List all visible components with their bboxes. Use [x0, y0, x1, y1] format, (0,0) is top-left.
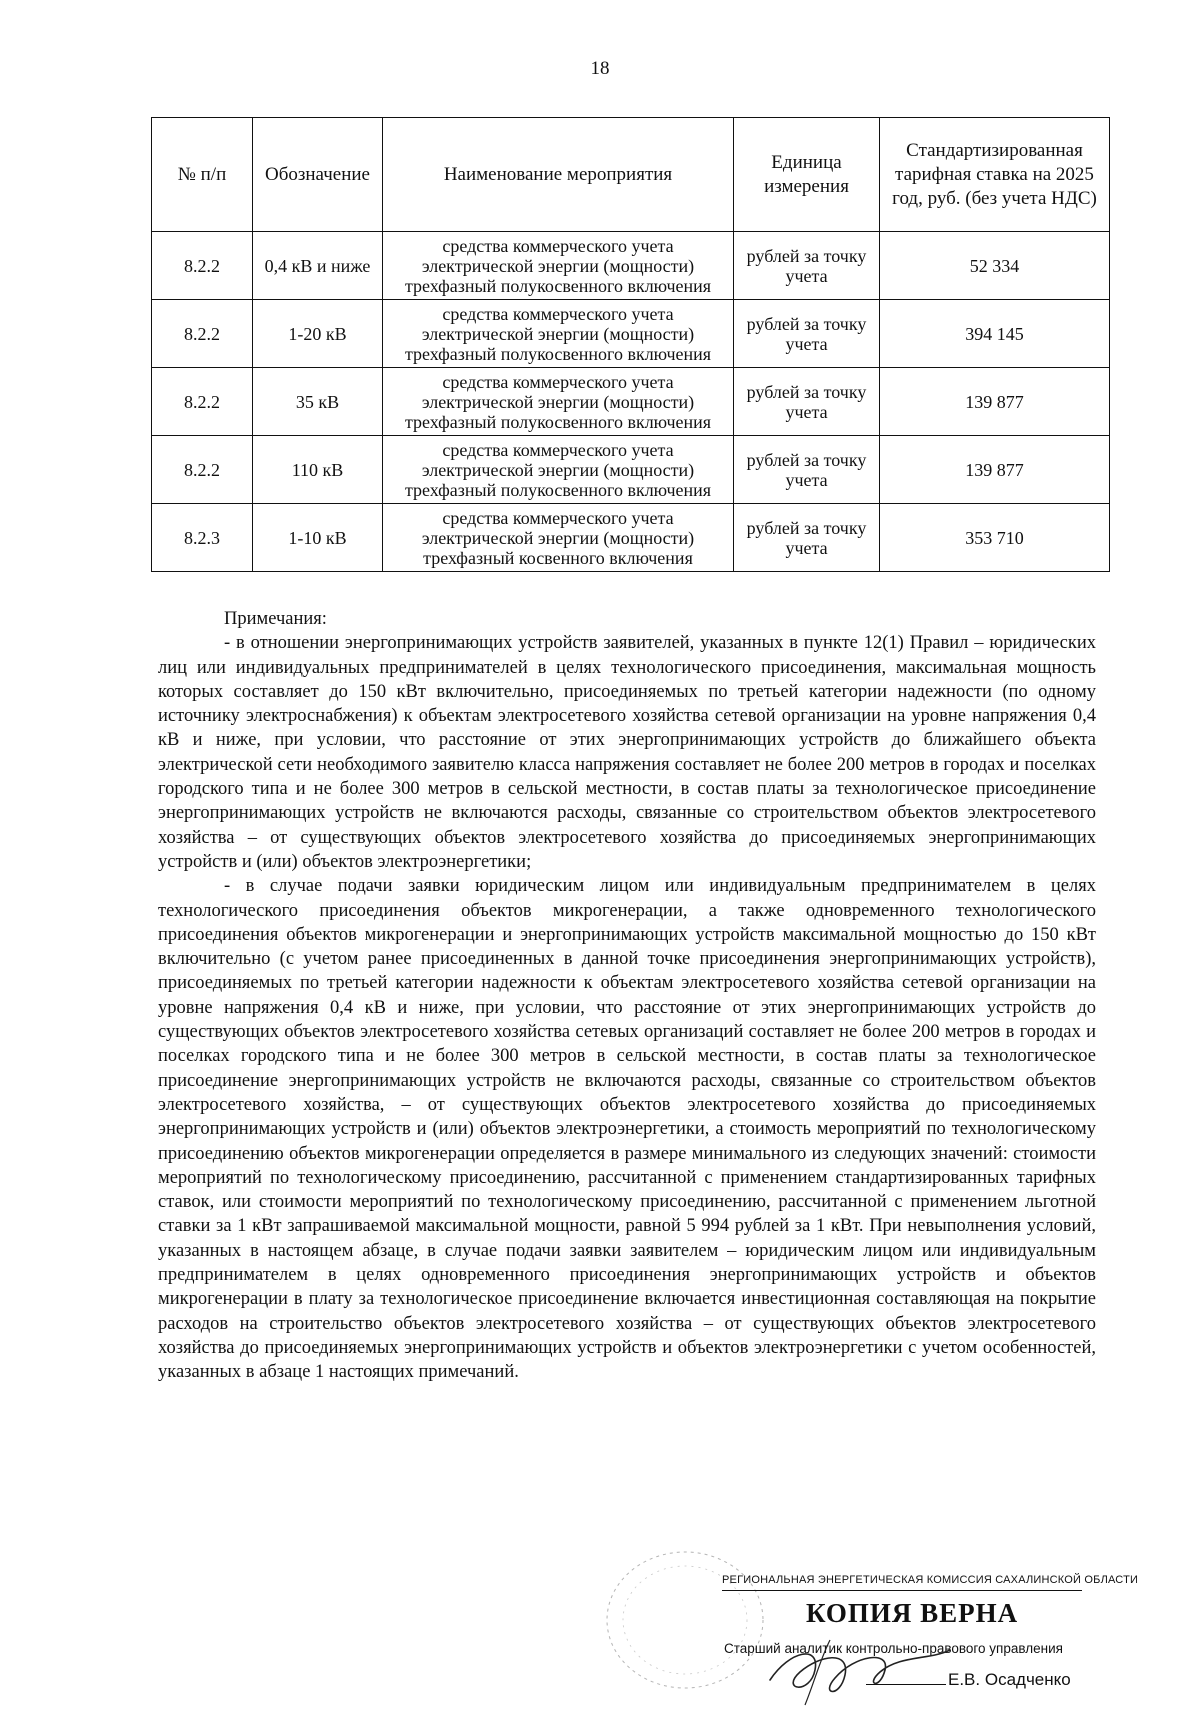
- notes-section: [158, 607, 1096, 1385]
- handwritten-signature-icon: [760, 1610, 960, 1710]
- cell-rate: 353 710: [880, 504, 1110, 572]
- cell-designation: 110 кВ: [253, 436, 383, 504]
- notes-heading: Примечания:: [224, 609, 327, 629]
- stamp-signer-name: Е.В. Осадченко: [948, 1670, 1071, 1689]
- stamp-copy-verified: КОПИЯ ВЕРНА: [806, 1598, 1019, 1628]
- stamp-organization: РЕГИОНАЛЬНАЯ ЭНЕРГЕТИЧЕСКАЯ КОМИССИЯ САХАЛИНСКОЙ ОБЛАСТИ: [722, 1574, 1139, 1586]
- cell-rate: 394 145: [880, 300, 1110, 368]
- cell-rate: 52 334: [880, 232, 1110, 300]
- cell-name: средства коммерческого учета электрической энергии (мощности) трехфазный косвенного включения: [383, 504, 734, 572]
- cell-num: 8.2.3: [152, 504, 253, 572]
- header-unit: Единица измерения: [734, 118, 880, 232]
- tariff-table: [151, 117, 1110, 572]
- cell-unit: рублей за точку учета: [734, 436, 880, 504]
- cell-designation: 0,4 кВ и ниже: [253, 232, 383, 300]
- cell-unit: рублей за точку учета: [734, 232, 880, 300]
- cell-designation: 1-20 кВ: [253, 300, 383, 368]
- cell-unit: рублей за точку учета: [734, 368, 880, 436]
- table-header-row: [152, 118, 1110, 232]
- cell-num: 8.2.2: [152, 232, 253, 300]
- table-row: [152, 368, 1110, 436]
- header-name: Наименование мероприятия: [383, 118, 734, 232]
- cell-rate: 139 877: [880, 368, 1110, 436]
- cell-designation: 1-10 кВ: [253, 504, 383, 572]
- cell-unit: рублей за точку учета: [734, 300, 880, 368]
- cell-num: 8.2.2: [152, 300, 253, 368]
- notes-paragraph: - в случае подачи заявки юридическим лицом или индивидуальным предпринимателем в целях технологического присоединения объектов микрогенерации, а также одновременного технологического присоединения объектов микрогенерации и энергопринимающих устройств максимальной мощностью до 150 кВт включительно (с учетом ранее присоединенных в данной точке присоединения энергопринимающих устройств), присоединяемых по третьей категории надежности к объектам электросетевого хозяйства сетевой организации на уровне напряжения 0,4 кВ и ниже, при условии, что расстояние от этих энергопринимающих устройств до существующих объектов электросетевого хозяйства сетевых организаций составляет не более 200 метров в городах и поселках городского типа и не более 300 метров в сельской местности, в состав платы за технологическое присоединение энергопринимающих устройств не включаются расходы, связанные со строительством объектов электросетевого хозяйства, – от существующих объектов электросетевого хозяйства до присоединяемых энергопринимающих устройств и (или) объектов электроэнергетики, а стоимость мероприятий по технологическому присоединению объектов микрогенерации определяется в размере минимального из следующих значений: стоимости мероприятий по технологическому присоединению, рассчитанной с применением стандартизированных тарифных ставок, или стоимости мероприятий по технологическому присоединению, рассчитанной с применением льготной ставки за 1 кВт запрашиваемой максимальной мощности, равной 5 994 рублей за 1 кВт. При невыполнения условий, указанных в настоящем абзаце, в случае подачи заявки заявителем – юридическим лицом или индивидуальным предпринимателем в целях одновременного присоединения энергопринимающих устройств и объектов микрогенерации в плату за технологическое присоединение включается инвестиционная составляющая на покрытие расходов на строительство объектов электросетевого хозяйства – от существующих объектов электросетевого хозяйства до присоединяемых энергопринимающих устройств и объектов электроэнергетики с учетом особенностей, указанных в абзаце 1 настоящих примечаний.: [158, 876, 1096, 1383]
- cell-designation: 35 кВ: [253, 368, 383, 436]
- page-number: 18: [590, 58, 610, 79]
- header-designation: Обозначение: [253, 118, 383, 232]
- header-num: № п/п: [152, 118, 253, 232]
- cell-unit: рублей за точку учета: [734, 504, 880, 572]
- stamp-position: Старший аналитик контрольно-правового управления: [724, 1641, 1063, 1656]
- header-rate: Стандартизированная тарифная ставка на 2025 год, руб. (без учета НДС): [880, 118, 1110, 232]
- stamp-divider: [722, 1590, 1082, 1591]
- cell-num: 8.2.2: [152, 368, 253, 436]
- table-row: [152, 436, 1110, 504]
- cell-name: средства коммерческого учета электрической энергии (мощности) трехфазный полукосвенного включения: [383, 300, 734, 368]
- cell-num: 8.2.2: [152, 436, 253, 504]
- cell-name: средства коммерческого учета электрической энергии (мощности) трехфазный полукосвенного включения: [383, 368, 734, 436]
- cell-rate: 139 877: [880, 436, 1110, 504]
- table-row: [152, 232, 1110, 300]
- cell-name: средства коммерческого учета электрической энергии (мощности) трехфазный полукосвенного включения: [383, 436, 734, 504]
- cell-name: средства коммерческого учета электрической энергии (мощности) трехфазный полукосвенного включения: [383, 232, 734, 300]
- table-row: [152, 300, 1110, 368]
- notes-paragraph: - в отношении энергопринимающих устройств заявителей, указанных в пункте 12(1) Правил – юридических лиц или индивидуальных предпринимателей в целях технологического присоединения, максимальная мощность которых составляет до 150 кВт включительно, присоединяемых по третьей категории надежности (по одному источнику электроснабжения) к объектам электросетевого хозяйства сетевой организации на уровне напряжения 0,4 кВ и ниже, при условии, что расстояние от этих энергопринимающих устройств до ближайшего объекта электрической сети необходимого заявителю класса напряжения составляет не более 200 метров в городах и поселках городского типа и не более 300 метров в сельской местности, в состав платы за технологическое присоединение энергопринимающих устройств не включаются расходы, связанные со строительством объектов электросетевого хозяйства – от существующих объектов электросетевого хозяйства до присоединяемых энергопринимающих устройств и (или) объектов электроэнергетики;: [158, 633, 1096, 872]
- table-row: [152, 504, 1110, 572]
